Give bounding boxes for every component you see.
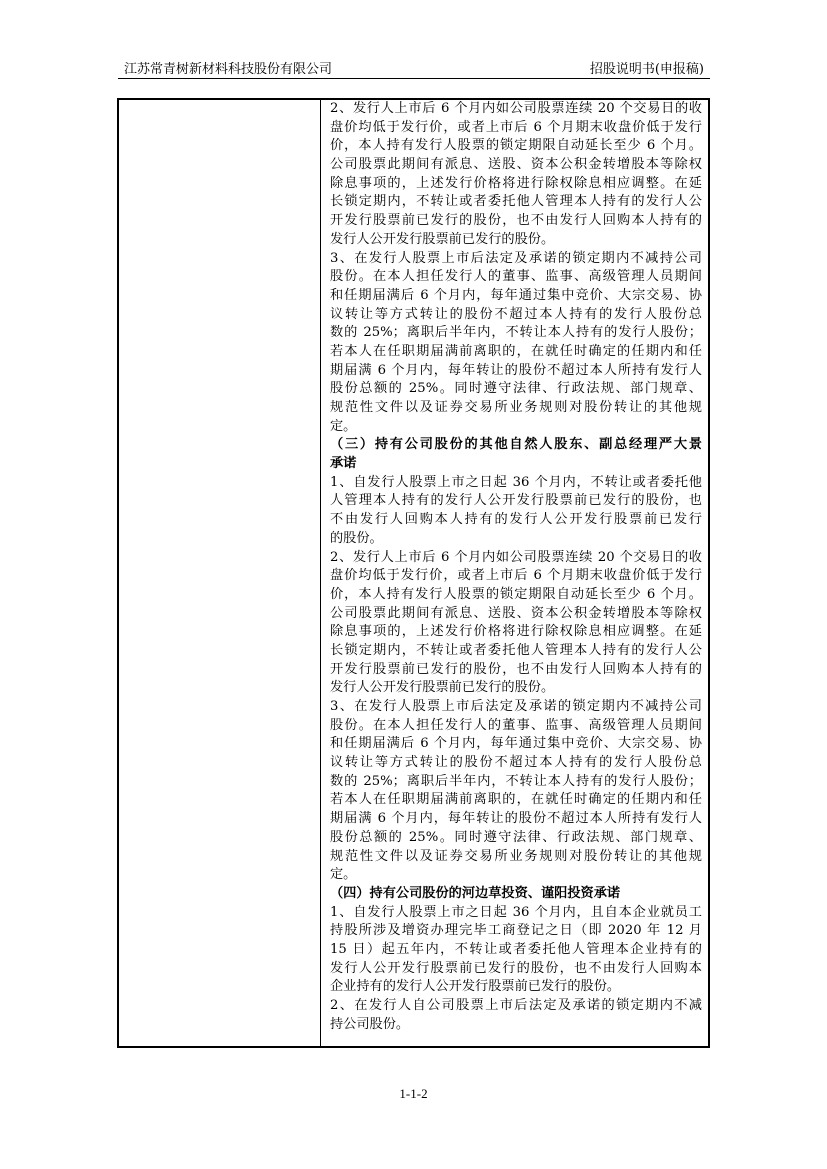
text-line: 的股份。 <box>330 530 383 546</box>
page-header <box>118 56 710 79</box>
text-line: 3、在发行人股票上市后法定及承诺的锁定期内不减持公司 <box>330 250 702 266</box>
text-line: 价，本人持有发行人股票的锁定期限自动延长至少 6 个月。 <box>330 586 702 602</box>
text-line: 2、发行人上市后 6 个月内如公司股票连续 20 个交易日的收 <box>330 101 702 116</box>
text-line: 股份总额的 25%。同时遵守法律、行政法规、部门规章、 <box>330 381 702 397</box>
text-line: 不由发行人回购本人持有的发行人公开发行股票前已发行 <box>330 512 702 528</box>
text-line: 发行人公开发行股票前已发行的股份。 <box>330 231 555 247</box>
text-line: 持股所涉及增资办理完毕工商登记之日（即 2020 年 12 月 <box>330 923 702 939</box>
company-name: 江苏常青树新材料科技股份有限公司 <box>124 62 333 77</box>
text-line: 和任期届满后 6 个月内，每年通过集中竞价、大宗交易、协 <box>330 736 702 752</box>
text-line: 人管理本人持有的发行人公开发行股票前已发行的股份，也 <box>330 493 702 509</box>
document-title: 招股说明书(申报稿) <box>589 62 704 77</box>
text-line: 定。 <box>330 418 357 434</box>
text-line: 15 日）起五年内，不转让或者委托他人管理本企业持有的 <box>330 941 702 957</box>
text-line: 1、自发行人股票上市之日起 36 个月内，且自本企业就员工 <box>330 904 702 920</box>
text-line: 议转让等方式转让的股份不超过本人持有的发行人股份总 <box>330 306 702 322</box>
text-line: 开发行股票前已发行的股份，也不由发行人回购本人持有的 <box>330 661 702 677</box>
text-line: 开发行股票前已发行的股份，也不由发行人回购本人持有的 <box>330 213 702 229</box>
page-number: 1-1-2 <box>399 1086 428 1101</box>
commitment-text-cell <box>330 100 702 1034</box>
text-line: 企业持有的发行人公开发行股票前已发行的股份。 <box>330 979 621 995</box>
text-line: 若本人在任职期届满前离职的，在就任时确定的任期内和任 <box>330 792 702 808</box>
text-line: 发行人公开发行股票前已发行的股份。 <box>330 680 555 696</box>
text-line: 规范性文件以及证券交易所业务规则对股份转让的其他规 <box>330 400 702 415</box>
text-line: 数的 25%；离职后半年内，不转让本人持有的发行人股份； <box>330 325 702 341</box>
text-line: 2、在发行人自公司股票上市后法定及承诺的锁定期内不减 <box>330 998 702 1013</box>
text-line: 除息事项的，上述发行价格将进行除权除息相应调整。在延 <box>330 175 702 191</box>
text-line: 价，本人持有发行人股票的锁定期限自动延长至少 6 个月。 <box>330 138 702 154</box>
text-line: 期届满 6 个月内，每年转让的股份不超过本人所持有发行人 <box>330 362 702 378</box>
text-line: 期届满 6 个月内，每年转让的股份不超过本人所持有发行人 <box>330 811 702 827</box>
text-line: 公司股票此期间有派息、送股、资本公积金转增股本等除权 <box>330 605 702 621</box>
text-line: 公司股票此期间有派息、送股、资本公积金转增股本等除权 <box>330 157 702 173</box>
text-line: 股份。在本人担任发行人的董事、监事、高级管理人员期间 <box>330 717 702 733</box>
text-line: 若本人在任职期届满前离职的，在就任时确定的任期内和任 <box>330 343 702 359</box>
section-heading-line: （三）持有公司股份的其他自然人股东、副总经理严大景 <box>330 437 702 453</box>
text-line: 股份总额的 25%。同时遵守法律、行政法规、部门规章、 <box>330 829 702 845</box>
text-line: 3、在发行人股票上市后法定及承诺的锁定期内不减持公司 <box>330 699 702 714</box>
text-line: 持公司股份。 <box>330 1016 410 1032</box>
text-line: 规范性文件以及证券交易所业务规则对股份转让的其他规 <box>330 848 702 864</box>
section-heading-line: 承诺 <box>330 456 357 472</box>
text-line: 议转让等方式转让的股份不超过本人持有的发行人股份总 <box>330 755 702 771</box>
text-line: 盘价均低于发行价，或者上市后 6 个月期末收盘价低于发行 <box>330 119 702 135</box>
text-line: 长锁定期内，不转让或者委托他人管理本人持有的发行人公 <box>330 194 702 210</box>
text-line: 1、自发行人股票上市之日起 36 个月内，不转让或者委托他 <box>330 474 702 490</box>
text-line: 定。 <box>330 867 357 883</box>
text-line: 和任期届满后 6 个月内，每年通过集中竞价、大宗交易、协 <box>330 287 702 303</box>
text-line: 2、发行人上市后 6 个月内如公司股票连续 20 个交易日的收 <box>330 549 702 565</box>
table-column-divider <box>320 98 321 1048</box>
text-line: 股份。在本人担任发行人的董事、监事、高级管理人员期间 <box>330 269 702 285</box>
section-heading-line: （四）持有公司股份的河边草投资、谨阳投资承诺 <box>330 885 621 901</box>
text-line: 数的 25%；离职后半年内，不转让本人持有的发行人股份； <box>330 773 702 789</box>
text-line: 长锁定期内，不转让或者委托他人管理本人持有的发行人公 <box>330 642 702 658</box>
text-line: 发行人公开发行股票前已发行的股份，也不由发行人回购本 <box>330 960 702 976</box>
text-line: 除息事项的，上述发行价格将进行除权除息相应调整。在延 <box>330 624 702 640</box>
text-line: 盘价均低于发行价，或者上市后 6 个月期末收盘价低于发行 <box>330 568 702 584</box>
